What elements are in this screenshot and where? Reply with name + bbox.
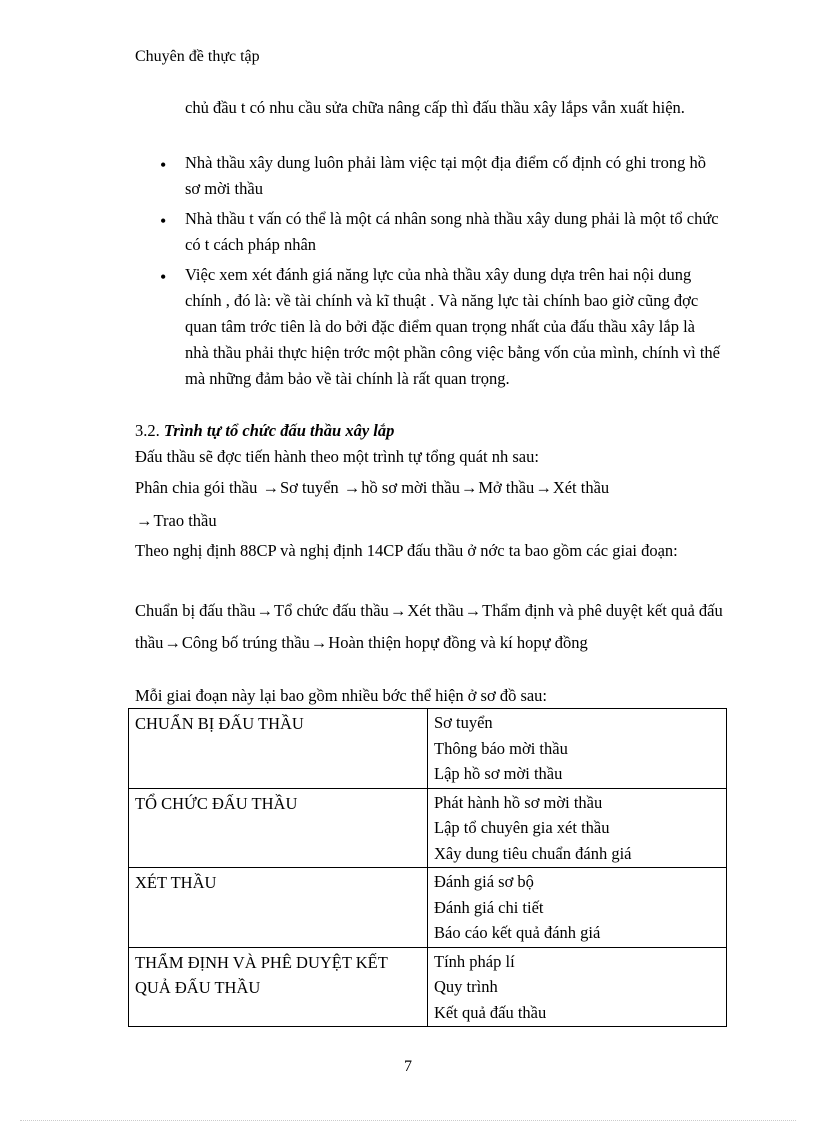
- table-row: [129, 947, 727, 1027]
- flow-sequence-1-continued: [135, 508, 725, 534]
- arrow-right-icon: →: [262, 478, 279, 497]
- section-intro: Đấu thầu sẽ đợc tiến hành theo một trình tự tổng quát nh sau:: [135, 447, 539, 466]
- stage-cell: TỔ CHỨC ĐẤU THẦU: [129, 788, 428, 868]
- arrow-right-icon: →: [136, 511, 153, 530]
- bullet-icon: •: [160, 155, 167, 175]
- page-footer-divider: [20, 1120, 796, 1121]
- section-title: Trình tự tổ chức đấu thầu xây lắp: [163, 421, 395, 440]
- step-item: Tính pháp lí: [434, 951, 515, 971]
- arrow-right-icon: →: [389, 601, 407, 620]
- flow-step: Tổ chức đấu thầu: [274, 601, 389, 620]
- bullet-text: Nhà thầu t vấn có thể là một cá nhân song nhà thầu xây dung phải là một tổ chức có t cách pháp nhân: [185, 209, 719, 254]
- table-row: [129, 868, 727, 948]
- bullet-icon: •: [160, 211, 167, 231]
- flow-sequence-2: [135, 595, 725, 659]
- flow-step: Hoàn thiện hopự đồng và kí hopự đồng: [328, 633, 588, 652]
- step-item: Đánh giá sơ bộ: [434, 872, 534, 891]
- flow-sequence-1: [135, 475, 725, 501]
- stage-cell: XÉT THẦU: [129, 868, 428, 948]
- continuation-paragraph: chủ đầu t có nhu cầu sửa chữa nâng cấp thì đấu thầu xây lắps vẫn xuất hiện.: [185, 98, 685, 117]
- stages-table: [128, 708, 727, 1027]
- step-item: Báo cáo kết quả đánh giá: [434, 923, 601, 942]
- list-item: [160, 206, 720, 258]
- table-intro: Mỗi giai đoạn này lại bao gồm nhiều bớc thể hiện ở sơ đồ sau:: [135, 686, 548, 705]
- arrow-right-icon: →: [256, 601, 274, 620]
- step-item: Quy trình: [434, 977, 498, 996]
- table-row: [129, 709, 727, 789]
- step-item: Kết quả đấu thầu: [434, 1002, 547, 1022]
- stage-cell: CHUẨN BỊ ĐẤU THẦU: [129, 709, 428, 789]
- steps-cell: [428, 788, 727, 868]
- steps-cell: [428, 868, 727, 948]
- flow-step: Phân chia gói thầu: [135, 478, 262, 497]
- page-header: Chuyên đề thực tập: [135, 48, 260, 65]
- list-item: [160, 262, 720, 392]
- arrow-right-icon: →: [164, 633, 181, 652]
- steps-cell: [428, 709, 727, 789]
- page-number: 7: [404, 1058, 412, 1075]
- arrow-right-icon: →: [535, 478, 552, 497]
- flow-step: Mở thầu: [478, 478, 535, 497]
- table-row: [129, 788, 727, 868]
- bullet-list: [160, 150, 720, 396]
- flow-step: Xét thầu: [407, 601, 464, 620]
- step-item: Thông báo mời thầu: [434, 738, 568, 758]
- flow-step: Công bố trúng thầu: [181, 633, 310, 652]
- bullet-icon: •: [160, 267, 167, 287]
- section-number: 3.2.: [135, 421, 160, 440]
- list-item: [160, 150, 720, 202]
- flow-step: Thẩm định và phê duyệt kết quả đấu thầu: [135, 601, 723, 652]
- arrow-right-icon: →: [460, 478, 478, 497]
- bullet-text: Nhà thầu xây dung luôn phải làm việc tại một địa điểm cố định có ghi trong hồ sơ mời thầu: [185, 153, 707, 198]
- flow-step: Chuẩn bị đấu thầu: [135, 601, 256, 620]
- step-item: Lập tổ chuyên gia xét thầu: [434, 818, 610, 837]
- step-item: Lập hồ sơ mời thầu: [434, 764, 563, 783]
- arrow-right-icon: →: [310, 633, 328, 652]
- step-item: Xây dung tiêu chuẩn đánh giá: [434, 843, 632, 863]
- step-item: Sơ tuyển: [434, 713, 493, 732]
- arrow-right-icon: →: [343, 478, 361, 497]
- step-item: Phát hành hồ sơ mời thầu: [434, 792, 603, 812]
- section-heading: [135, 418, 725, 444]
- flow-step: Sơ tuyển: [279, 478, 343, 497]
- bullet-text: Việc xem xét đánh giá năng lực của nhà thầu xây dung dựa trên hai nội dung chính , đó là: về tài chính và kĩ thuật . Và năng lực tài chính bao giờ cũng đợc quan tâm trớc tiên là do bởi đặc điểm quan trọng nhất của đấu thầu xây lắp là nhà thầu phải thực hiện trớc một phần công việc bằng vốn của mình, chính vì thế mà những đảm bảo về tài chính là rất quan trọng.: [185, 265, 720, 388]
- steps-cell: [428, 947, 727, 1027]
- arrow-right-icon: →: [464, 601, 482, 620]
- stage-cell: THẨM ĐỊNH VÀ PHÊ DUYỆT KẾT QUẢ ĐẤU THẦU: [129, 947, 428, 1027]
- flow-step: Trao thầu: [153, 511, 217, 530]
- step-item: Đánh giá chi tiết: [434, 897, 544, 917]
- flow-step: Xét thầu: [552, 478, 610, 497]
- decree-paragraph: Theo nghị định 88CP và nghị định 14CP đấu thầu ở nớc ta bao gồm các giai đoạn:: [135, 541, 678, 560]
- flow-step: hồ sơ mời thầu: [361, 478, 460, 497]
